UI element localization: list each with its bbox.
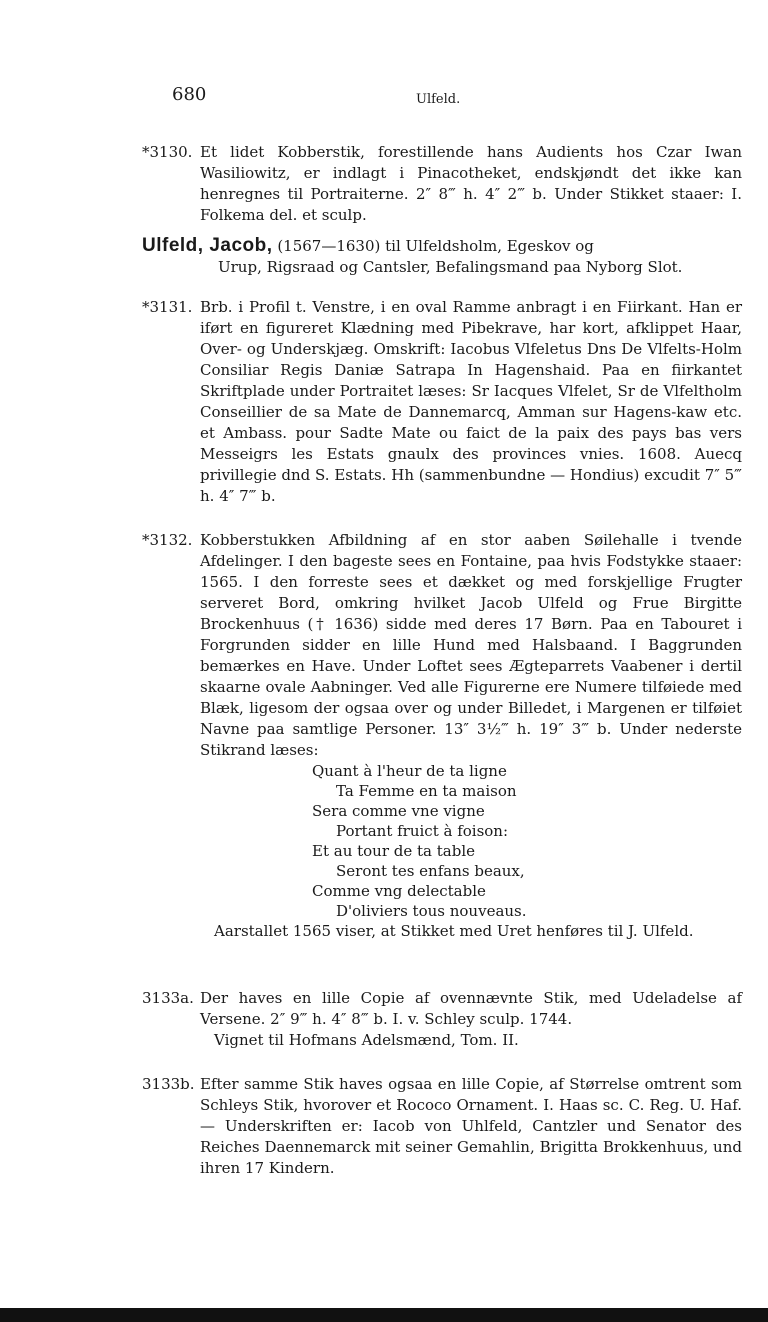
entry-3130 bbox=[142, 142, 742, 226]
person-heading bbox=[142, 235, 742, 278]
person-details-cont: Urup, Rigsraad og Cantsler, Befalingsmand paa Nyborg Slot. bbox=[218, 258, 683, 276]
verse-block bbox=[200, 761, 742, 921]
entry-number: *3132. bbox=[142, 531, 193, 549]
running-head: Ulfeld. bbox=[416, 92, 461, 107]
verse-line: Ta Femme en ta maison bbox=[336, 782, 517, 800]
entry-3131 bbox=[142, 297, 742, 507]
entry-text: Der haves en lille Copie af ovennævnte Stik, med Udeladelse af Versene. 2″ 9‴ h. 4″ 8‴ b. I. v. Schley sculp. 1744. bbox=[200, 989, 742, 1028]
verse-line: Sera comme vne vigne bbox=[312, 802, 485, 820]
page-number: 680 bbox=[172, 84, 207, 105]
entry-text: Et lidet Kobberstik, forestillende hans Audients hos Czar Iwan Wasiliowitz, er indlagt i Pinacotheket, endskjøndt det ikke kan henregnes til Portraiterne. 2″ 8‴ h. 4″ 2‴ b. Under Stikket staaer: I. Folkema del. et sculp. bbox=[200, 143, 742, 224]
person-details: (1567—1630) til Ulfeldsholm, Egeskov og bbox=[277, 237, 594, 255]
person-name: Ulfeld, Jacob, bbox=[142, 235, 273, 256]
verse-line: Portant fruict à foison: bbox=[336, 822, 509, 840]
entry-3133b bbox=[142, 1074, 742, 1179]
entry-text: Efter samme Stik haves ogsaa en lille Copie, af Størrelse omtrent som Schleys Stik, hvorover et Rococo Ornament. I. Haas sc. C. Reg. U. Haf. — Underskriften er: Iacob von Uhlfeld, Cantzler und Senator des Reiches Daennemarck mit seiner Gemahlin, Brigitta Brokkenhuus, und ihren 17 Kindern. bbox=[200, 1075, 742, 1177]
verse-line: Comme vng delectable bbox=[312, 882, 486, 900]
entry-number: 3133b. bbox=[142, 1075, 195, 1093]
verse-line: Quant à l'heur de ta ligne bbox=[312, 762, 507, 780]
verse-line: D'oliviers tous nouveaus. bbox=[336, 902, 527, 920]
entry-number: *3130. bbox=[142, 143, 193, 161]
entry-number: *3131. bbox=[142, 298, 193, 316]
verse-line: Seront tes enfans beaux, bbox=[336, 862, 525, 880]
entry-number: 3133a. bbox=[142, 989, 194, 1007]
entry-note: Vignet til Hofmans Adelsmænd, Tom. II. bbox=[214, 1031, 519, 1049]
page-bottom-edge bbox=[0, 1308, 768, 1322]
entry-text: Brb. i Profil t. Venstre, i en oval Ramme anbragt i en Fiirkant. Han er iført en figureret Klædning med Pibekrave, har kort, afklippet Haar, Over- og Underskjæg. Omskrift: Iacobus Vlfeletus Dns De Vlfelts-Holm Consiliar Regis Daniæ Satrapa In Hagenshaid. Paa en fiirkantet Skriftplade under Portraitet læses: Sr Iacques Vlfelet, Sr de Vlfeltholm Conseillier de sa Mate de Dannemarcq, Amman sur Hagens-kaw etc. et Ambass. pour Sadte Mate ou faict de la paix des pays bas vers Messeigrs les Estats gnaulx des provinces vnies. 1608. Auecq privillegie dnd S. Estats. Hh (sammenbundne — Hondius) excudit 7″ 5‴ h. 4″ 7‴ b. bbox=[200, 298, 742, 505]
entry-closing: Aarstallet 1565 viser, at Stikket med Uret henføres til J. Ulfeld. bbox=[214, 922, 694, 940]
entry-text: Kobberstukken Afbildning af en stor aaben Søilehalle i tvende Afdelinger. I den bageste sees en Fontaine, paa hvis Fodstykke staaer: 1565. I den forreste sees et dækket og med forskjellige Frugter serveret Bord, omkring hvilket Jacob Ulfeld og Frue Birgitte Brockenhuus († 1636) sidde med deres 17 Børn. Paa en Tabouret i Forgrunden sidder en lille Hund med Halsbaand. I Baggrunden bemærkes en Have. Under Loftet sees Ægteparrets Vaabener i dertil skaarne ovale Aabninger. Ved alle Figurerne ere Numere tilføiede med Blæk, ligesom der ogsaa over og under Billedet, i Margenen er tilføiet Navne paa samtlige Personer. 13″ 3½‴ h. 19″ 3‴ b. Under nederste Stikrand læses: bbox=[200, 531, 742, 759]
entry-3132 bbox=[142, 530, 742, 942]
verse-line: Et au tour de ta table bbox=[312, 842, 476, 860]
entry-3133a bbox=[142, 988, 742, 1051]
